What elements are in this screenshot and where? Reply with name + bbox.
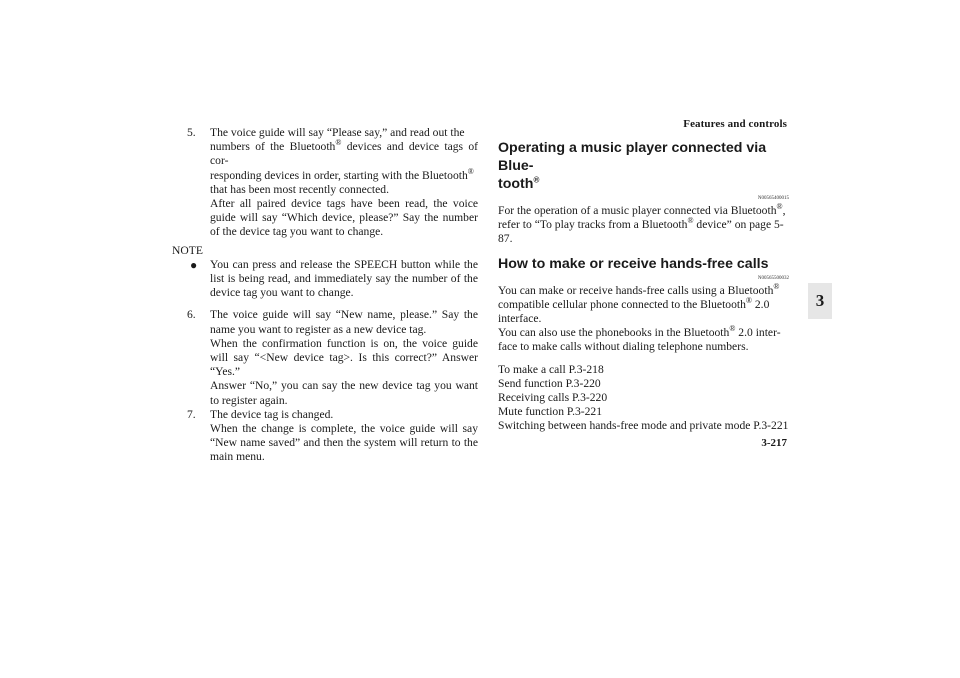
step-text: The device tag is changed. xyxy=(210,407,334,421)
step-5 xyxy=(172,126,478,240)
step-7 xyxy=(172,408,478,465)
page-number: 3-217 xyxy=(761,437,787,449)
cross-reference-link[interactable]: Switching between hands-free mode and private mode P.3-221 xyxy=(498,419,789,433)
section-text: You can make or receive hands-free calls using a Bluetooth® compatible cellular phone connected to the Bluetooth® 2.0 interface. xyxy=(498,281,780,326)
section-code: N00565500032 xyxy=(757,275,789,281)
bullet-icon: ● xyxy=(190,257,198,272)
chapter-tab xyxy=(808,283,832,319)
step-number: 6. xyxy=(187,308,196,322)
step-number: 7. xyxy=(187,407,196,421)
step-text: The voice guide will say “New name, please.” Say the name you want to register as a new device tag. xyxy=(210,308,478,336)
section-heading: Operating a music player connected via Blue- tooth® xyxy=(498,140,767,192)
note-text: You can press and release the SPEECH button while the list is being read, and immediately say the number of the device tag you want to change. xyxy=(210,257,478,300)
section-text: For the operation of a music player connected via Bluetooth®, refer to “To play tracks from a Bluetooth® device” on page 5- 87. xyxy=(498,202,786,246)
step-text: When the confirmation function is on, the voice guide will say “<New device tag>. Is this correct?” Answer “Yes.” xyxy=(210,336,478,379)
cross-reference-link[interactable]: Send function P.3-220 xyxy=(498,376,601,390)
running-header: Features and controls xyxy=(683,118,787,130)
left-column xyxy=(172,126,478,465)
section-code: N00565400015 xyxy=(757,196,789,201)
right-column xyxy=(498,139,789,434)
step-number: 5. xyxy=(187,126,196,139)
cross-reference-link[interactable]: Mute function P.3-221 xyxy=(498,405,603,419)
note-item xyxy=(172,258,478,301)
step-text: Answer “No,” you can say the new device tag you want to register again. xyxy=(210,379,478,407)
step-text: After all paired device tags have been read, the voice guide will say “Which device, please?” Say the number of the device tag you want to change. xyxy=(210,197,478,239)
step-text: The voice guide will say “Please say,” and read out the numbers of the Bluetooth® devices and device tags of cor- responding devices in order, starting with the Bluetooth® that has been most recently connected. xyxy=(210,126,478,196)
section-text: You can also use the phonebooks in the Bluetooth® 2.0 inter- face to make calls without dialing telephone numbers. xyxy=(498,324,781,354)
note-label: NOTE xyxy=(172,243,203,257)
cross-reference-link[interactable]: Receiving calls P.3-220 xyxy=(498,391,608,405)
step-6 xyxy=(172,308,478,407)
cross-reference-list xyxy=(498,363,789,434)
chapter-number: 3 xyxy=(815,291,825,310)
cross-reference-link[interactable]: To make a call P.3-218 xyxy=(498,362,604,376)
section-heading: How to make or receive hands-free calls xyxy=(498,255,769,272)
step-text: When the change is complete, the voice guide will say “New name saved” and then the system will return to the main menu. xyxy=(210,422,478,464)
